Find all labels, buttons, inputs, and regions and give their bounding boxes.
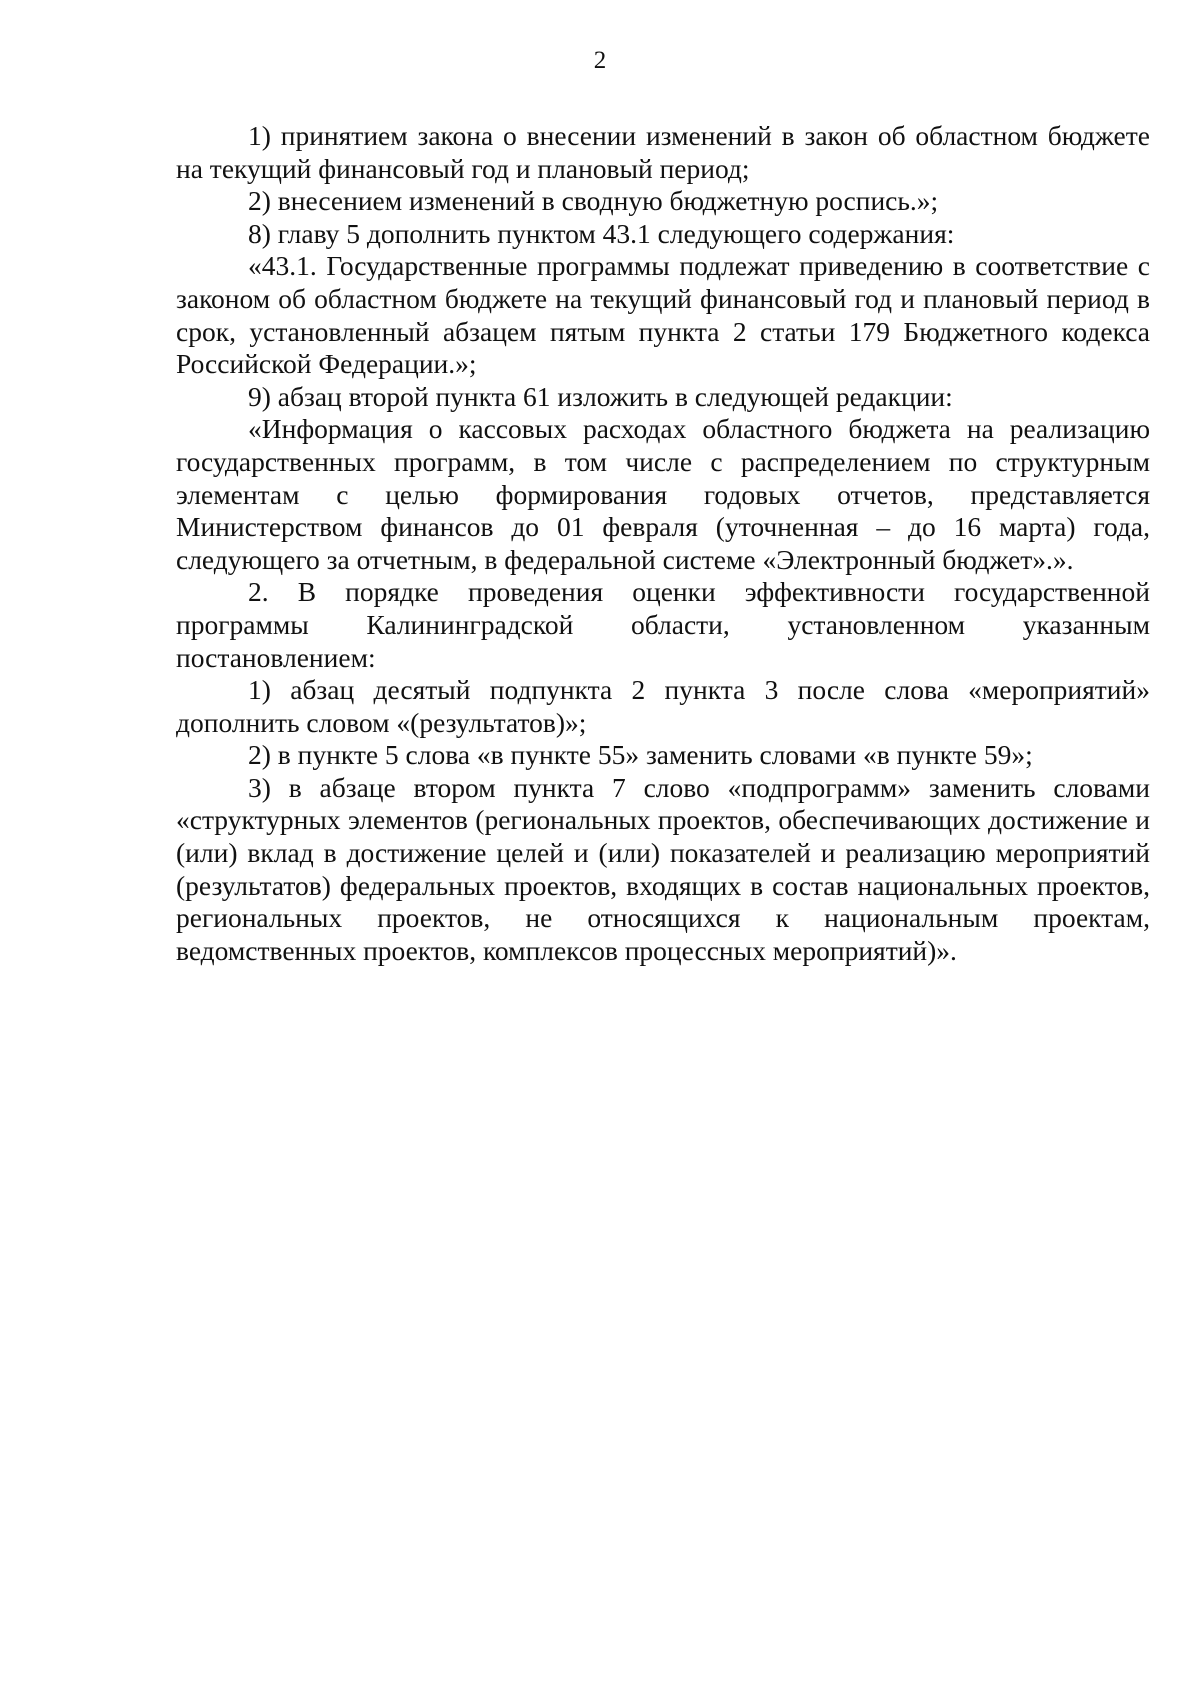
paragraph-evaluation-item-3: 3) в абзаце втором пункта 7 слово «подпрограмм» заменить словами «структурных элементов (региональных проектов, обеспечивающих достижение и (или) вклад в достижение целей и (или) показателей и реализацию мероприятий (результатов) федеральных проектов, входящих в состав национальных проектов, региональных проектов, не относящихся к национальным проектам, ведомственных проектов, комплексов процессных мероприятий)». — [176, 771, 1150, 966]
paragraph-item-1-adoption-of-law: 1) принятием закона о внесении изменений в закон об областном бюджете на текущий финансовый год и плановый период; — [176, 120, 1150, 184]
page-number: 2 — [593, 47, 607, 74]
paragraph-clause-43-1: «43.1. Государственные программы подлежат приведению в соответствие с законом об областном бюджете на текущий финансовый год и плановый период в срок, установленный абзацем пятым пункта 2 статьи 179 Бюджетного кодекса Российской Федерации.»; — [176, 250, 1150, 380]
paragraph-item-2-budget-schedule: 2) внесением изменений в сводную бюджетную роспись.»; — [248, 185, 939, 217]
paragraph-evaluation-item-1: 1) абзац десятый подпункта 2 пункта 3 после слова «мероприятий» дополнить словом «(результатов)»; — [176, 674, 1150, 738]
paragraph-evaluation-item-2: 2) в пункте 5 слова «в пункте 55» заменить словами «в пункте 59»; — [248, 739, 1033, 771]
paragraph-item-8-chapter-5: 8) главу 5 дополнить пунктом 43.1 следующего содержания: — [248, 217, 955, 249]
paragraph-section-2-evaluation-order: 2. В порядке проведения оценки эффективности государственной программы Калининградской области, установленном указанным постановлением: — [176, 576, 1150, 673]
document-body — [176, 120, 1150, 967]
paragraph-item-9-clause-61: 9) абзац второй пункта 61 изложить в следующей редакции: — [248, 380, 953, 412]
paragraph-cash-expenses-info: «Информация о кассовых расходах областного бюджета на реализацию государственных программ, в том числе с распределением по структурным элементам с целью формирования годовых отчетов, представляется Министерством финансов до 01 февраля (уточненная – до 16 марта) года, следующего за отчетным, в федеральной системе «Электронный бюджет».». — [176, 413, 1150, 575]
